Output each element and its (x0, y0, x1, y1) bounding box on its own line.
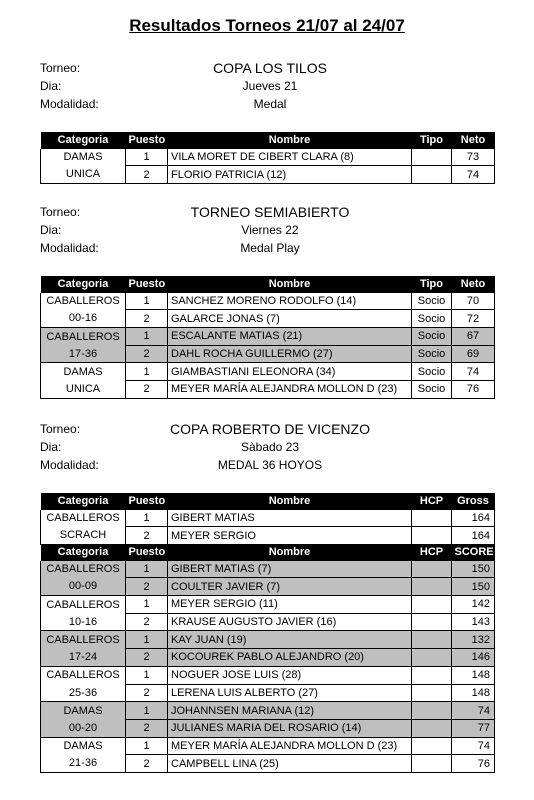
table-row (41, 293, 495, 310)
type-cell: Socio (412, 310, 452, 328)
results-table-3-score (40, 544, 495, 773)
results-table-3-gross (40, 493, 495, 545)
column-header: Puesto (126, 276, 168, 293)
category-cell: CABALLEROS (41, 328, 126, 346)
table-row (41, 755, 495, 773)
torneo-label: Torneo: (40, 422, 81, 436)
category-cell: UNICA (41, 381, 126, 399)
position-cell: 2 (126, 684, 168, 702)
player-name-cell: KRAUSE AUGUSTO JAVIER (16) (168, 613, 412, 631)
category-cell: CABALLEROS (41, 510, 126, 527)
table-row (41, 578, 495, 596)
column-header: Categoria (41, 132, 126, 149)
type-cell (412, 527, 452, 545)
type-cell (412, 149, 452, 166)
dia-label: Dia: (40, 440, 62, 454)
tournament-day: Sàbado 23 (240, 440, 300, 454)
score-cell: 69 (452, 345, 495, 363)
score-cell: 150 (452, 578, 495, 596)
torneo-label: Torneo: (40, 61, 81, 75)
table-row (41, 310, 495, 328)
type-cell (412, 755, 452, 773)
score-cell: 146 (452, 649, 495, 667)
tournament-info-3 (40, 420, 500, 474)
tournament-info-2 (40, 203, 500, 257)
modalidad-label: Modalidad: (40, 97, 99, 111)
type-cell: Socio (412, 363, 452, 381)
page-title: Resultados Torneos 21/07 al 24/07 (129, 16, 405, 35)
column-header: HCP (412, 544, 452, 561)
category-cell: SCRACH (41, 527, 126, 545)
player-name-cell: ESCALANTE MATIAS (21) (168, 328, 412, 346)
header-row (41, 544, 495, 561)
header-row (41, 493, 495, 510)
score-cell: 70 (452, 293, 495, 310)
type-cell (412, 510, 452, 527)
type-cell (412, 578, 452, 596)
position-cell: 1 (126, 149, 168, 166)
type-cell: Socio (412, 381, 452, 399)
table-row (41, 596, 495, 614)
player-name-cell: COULTER JAVIER (7) (168, 578, 412, 596)
category-cell: CABALLEROS (41, 561, 126, 578)
column-header: Puesto (126, 544, 168, 561)
modalidad-label: Modalidad: (40, 241, 99, 255)
header-row (41, 276, 495, 293)
category-cell: 17-24 (41, 649, 126, 667)
dia-label: Dia: (40, 223, 62, 237)
table-row (41, 527, 495, 545)
score-cell: 132 (452, 631, 495, 649)
tournament-mode: MEDAL 36 HOYOS (217, 458, 323, 472)
table-row (41, 381, 495, 399)
player-name-cell: JOHANNSEN MARIANA (12) (168, 702, 412, 720)
score-cell: 74 (452, 166, 495, 184)
player-name-cell: SANCHEZ MORENO RODOLFO (14) (168, 293, 412, 310)
score-cell: 73 (452, 149, 495, 166)
score-cell: 76 (452, 755, 495, 773)
position-cell: 1 (126, 293, 168, 310)
position-cell: 1 (126, 328, 168, 346)
table-row (41, 345, 495, 363)
position-cell: 2 (126, 719, 168, 737)
player-name-cell: NOGUER JOSE LUIS (28) (168, 666, 412, 684)
position-cell: 2 (126, 345, 168, 363)
category-cell: 00-20 (41, 719, 126, 737)
column-header: Nombre (168, 493, 412, 510)
column-header: Neto (452, 132, 495, 149)
table-row (41, 702, 495, 720)
table-row (41, 363, 495, 381)
type-cell (412, 561, 452, 578)
type-cell (412, 596, 452, 614)
type-cell: Socio (412, 328, 452, 346)
player-name-cell: JULIANES MARIA DEL ROSARIO (14) (168, 719, 412, 737)
player-name-cell: KOCOUREK PABLO ALEJANDRO (20) (168, 649, 412, 667)
category-cell: CABALLEROS (41, 631, 126, 649)
type-cell (412, 631, 452, 649)
position-cell: 1 (126, 666, 168, 684)
category-cell: CABALLEROS (41, 666, 126, 684)
table-row (41, 166, 495, 184)
player-name-cell: GIBERT MATIAS (168, 510, 412, 527)
results-table-1 (40, 132, 495, 184)
table-row (41, 737, 495, 755)
position-cell: 2 (126, 649, 168, 667)
player-name-cell: MEYER MARÍA ALEJANDRA MOLLON D (23) (168, 381, 412, 399)
score-cell: 148 (452, 684, 495, 702)
position-cell: 1 (126, 631, 168, 649)
player-name-cell: MEYER MARÍA ALEJANDRA MOLLON D (23) (168, 737, 412, 755)
type-cell (412, 702, 452, 720)
position-cell: 2 (126, 613, 168, 631)
tournament-name: COPA ROBERTO DE VICENZO (170, 421, 370, 437)
results-table-2 (40, 276, 495, 399)
column-header: Tipo (412, 132, 452, 149)
score-cell: 67 (452, 328, 495, 346)
column-header: Tipo (412, 276, 452, 293)
table-row (41, 561, 495, 578)
table-row (41, 510, 495, 527)
score-cell: 77 (452, 719, 495, 737)
column-header: Nombre (168, 132, 412, 149)
column-header: Categoria (41, 544, 126, 561)
table-row (41, 666, 495, 684)
player-name-cell: KAY JUAN (19) (168, 631, 412, 649)
category-cell: 00-09 (41, 578, 126, 596)
torneo-label: Torneo: (40, 205, 81, 219)
score-cell: 150 (452, 561, 495, 578)
tournament-name: TORNEO SEMIABIERTO (190, 204, 350, 220)
player-name-cell: DAHL ROCHA GUILLERMO (27) (168, 345, 412, 363)
tournament-day: Jueves 21 (242, 79, 298, 93)
category-cell: 10-16 (41, 613, 126, 631)
table-row (41, 149, 495, 166)
score-cell: 164 (452, 510, 495, 527)
table-row (41, 719, 495, 737)
position-cell: 1 (126, 702, 168, 720)
category-cell: DAMAS (41, 737, 126, 755)
category-cell: DAMAS (41, 149, 126, 166)
column-header: Categoria (41, 493, 126, 510)
player-name-cell: GALARCE JONAS (7) (168, 310, 412, 328)
player-name-cell: FLORIO PATRICIA (12) (168, 166, 412, 184)
type-cell (412, 613, 452, 631)
type-cell (412, 684, 452, 702)
score-cell: 74 (452, 737, 495, 755)
column-header: Nombre (168, 276, 412, 293)
table-row (41, 631, 495, 649)
score-cell: 148 (452, 666, 495, 684)
column-header: Puesto (126, 493, 168, 510)
table-row (41, 328, 495, 346)
category-cell: 25-36 (41, 684, 126, 702)
category-cell: 21-36 (41, 755, 126, 773)
player-name-cell: LERENA LUIS ALBERTO (27) (168, 684, 412, 702)
category-cell: 17-36 (41, 345, 126, 363)
position-cell: 1 (126, 737, 168, 755)
player-name-cell: GIBERT MATIAS (7) (168, 561, 412, 578)
player-name-cell: GIAMBASTIANI ELEONORA (34) (168, 363, 412, 381)
position-cell: 2 (126, 166, 168, 184)
score-cell: 142 (452, 596, 495, 614)
column-header: SCORE (452, 544, 495, 561)
player-name-cell: CAMPBELL LINA (25) (168, 755, 412, 773)
score-cell: 74 (452, 702, 495, 720)
player-name-cell: VILA MORET DE CIBERT CLARA (8) (168, 149, 412, 166)
category-cell: 00-16 (41, 310, 126, 328)
category-cell: CABALLEROS (41, 596, 126, 614)
type-cell: Socio (412, 345, 452, 363)
score-cell: 74 (452, 363, 495, 381)
column-header: Nombre (168, 544, 412, 561)
position-cell: 1 (126, 596, 168, 614)
tournament-info-1 (40, 59, 500, 113)
score-cell: 72 (452, 310, 495, 328)
type-cell (412, 649, 452, 667)
position-cell: 2 (126, 381, 168, 399)
category-cell: DAMAS (41, 702, 126, 720)
position-cell: 1 (126, 363, 168, 381)
header-row (41, 132, 495, 149)
tournament-name: COPA LOS TILOS (213, 60, 327, 76)
player-name-cell: MEYER SERGIO (11) (168, 596, 412, 614)
tournament-day: Viernes 22 (241, 223, 299, 237)
position-cell: 2 (126, 578, 168, 596)
position-cell: 1 (126, 561, 168, 578)
category-cell: UNICA (41, 166, 126, 184)
tournament-mode: Medal (253, 97, 287, 111)
table-row (41, 613, 495, 631)
position-cell: 1 (126, 510, 168, 527)
dia-label: Dia: (40, 79, 62, 93)
score-cell: 143 (452, 613, 495, 631)
type-cell (412, 166, 452, 184)
column-header: Categoria (41, 276, 126, 293)
column-header: HCP (412, 493, 452, 510)
score-cell: 164 (452, 527, 495, 545)
type-cell (412, 719, 452, 737)
score-cell: 76 (452, 381, 495, 399)
category-cell: DAMAS (41, 363, 126, 381)
category-cell: CABALLEROS (41, 293, 126, 310)
type-cell (412, 737, 452, 755)
column-header: Gross (452, 493, 495, 510)
table-row (41, 649, 495, 667)
type-cell (412, 666, 452, 684)
type-cell: Socio (412, 293, 452, 310)
column-header: Neto (452, 276, 495, 293)
position-cell: 2 (126, 755, 168, 773)
position-cell: 2 (126, 310, 168, 328)
column-header: Puesto (126, 132, 168, 149)
tournament-mode: Medal Play (240, 241, 300, 255)
player-name-cell: MEYER SERGIO (168, 527, 412, 545)
position-cell: 2 (126, 527, 168, 545)
table-row (41, 684, 495, 702)
modalidad-label: Modalidad: (40, 458, 99, 472)
